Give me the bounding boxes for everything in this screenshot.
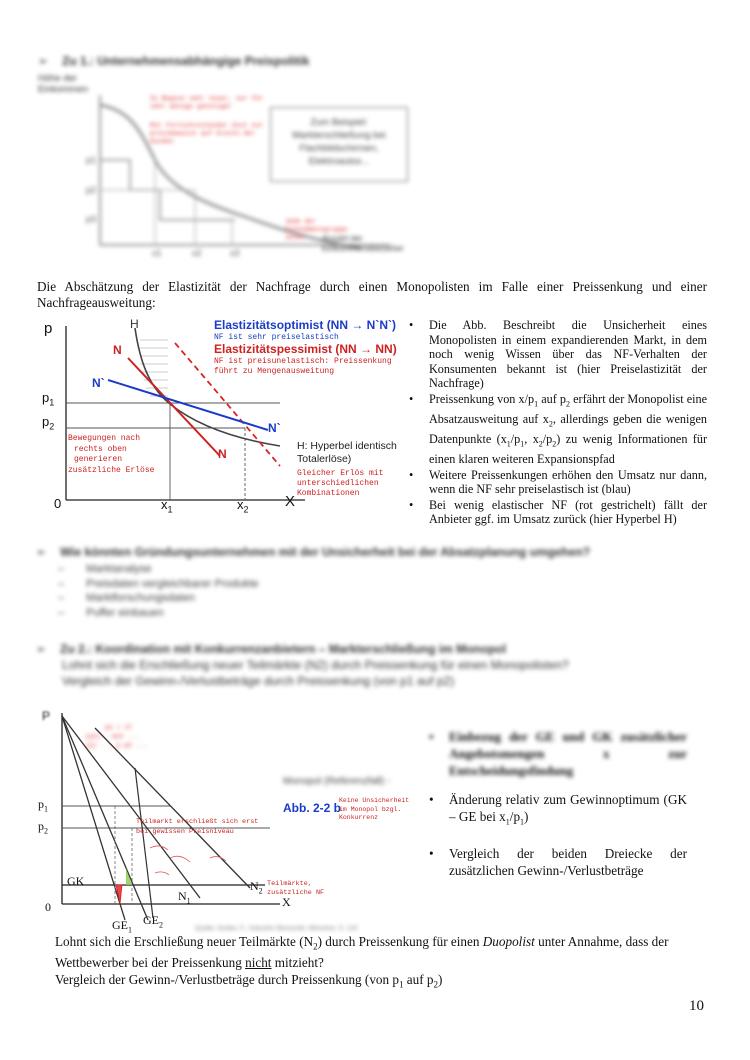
chart2-origin: 0 (45, 900, 51, 914)
chart1-origin: 0 (54, 496, 62, 511)
section1-box: Zum Beispiel: Markterschließung bei Flachbildschirmen, Elektroautos... (270, 107, 408, 182)
chart1-label-N-bottom: N (218, 447, 227, 461)
section1-note-red-3: Jede der Einkommensgruppe senkt (285, 218, 348, 241)
section1-note-red-2: Mit fortschreitender Zeit nur preisbewusst auf breite der Kunden (150, 122, 264, 145)
chart1-left-note: Bewegungen nach rechts oben generieren zusätzliche Erlöse (68, 434, 155, 475)
chart1-label-N-top: N (113, 343, 122, 357)
section2 (36, 545, 736, 630)
chart2-gk: GK (67, 874, 85, 888)
section2-list: – Marktanalyse – Preisdaten vergleichbarer Produkte – Marktforschungsdaten – Puffer einbauen (58, 563, 259, 619)
chart2-axis-x: X (282, 895, 291, 909)
bullets2 (427, 728, 687, 880)
bullet1-item: • Weitere Preissenkungen erhöhen den Umsatz nur dann, wenn die NF sehr preiselastisch ist (blau) (407, 468, 707, 497)
section1-axis-y: Höhe der Einkommen (38, 73, 89, 95)
chart1-pess-title: Elastizitätspessimist (NN → NN) (214, 342, 397, 356)
chart2-p2: $p_2$ (38, 819, 48, 836)
section1-x1: x1 (152, 248, 162, 258)
bullets1 (407, 318, 707, 528)
chart2-teilmaerkte-note: Teilmärkte, zusätzliche NF (267, 880, 325, 897)
chart1-opt-sub: NF ist sehr preiselastisch (214, 333, 339, 342)
section2-heading: ➢ Wie könnten Gründungsunternehmen mit der Unsicherheit bei der Absatzplanung umgehen? (36, 545, 591, 559)
bottom-paragraph (55, 934, 707, 993)
section1-x3: x3 (230, 248, 240, 258)
section1-p1: p1 (86, 155, 97, 165)
chart2-abb-label: Abb. 2-2 b (283, 801, 342, 815)
chart2-monopol-title: Monopol (Referenzfall) - (283, 776, 391, 787)
bullet2-item: • Vergleich der beiden Dreiecke der zusätzlichen Gewinn-/Verlustbeträge (427, 845, 687, 879)
chart1-label-H: H (130, 317, 139, 331)
bullet1-item: • Die Abb. Beschreibt die Unsicherheit eines Monopolisten in einem expandierenden Markt, in dem noch wenig Wissen über das NF-Verhalten der Konsumenten bekannt ist (hier Preiselastizität der Nachfrage) (407, 318, 707, 391)
chart2-ge2: $GE_2$ (143, 913, 163, 930)
bullet1-item: • Preissenkung von $x/p_1$ auf $p_2$ erfährt der Monopolist eine Absatzausweitung auf $x_2$, allerdings geben die wenigen Datenpunkte ($x_1/p_1$, $x_2/p_2$) zu wenig Informationen für einen klaren weiteren Expansionspfad (407, 392, 707, 467)
chart1-label-Nprime-right: N` (268, 421, 281, 435)
chart2-source: Quelle: Kerber, F., Industrie Ökonomik, München, S. 120 (195, 925, 358, 932)
bottom-line-1: Lohnt sich die Erschließung neuer Teilmärkte $(N_2)$ durch Preissenkung für einen Duopolist unter Annahme, dass der (55, 934, 669, 952)
chart1-axis-p: p (44, 320, 53, 337)
chart1-hyperbel: H: Hyperbel identisch Totalerlöse) (297, 440, 397, 465)
chart2-axis-p: P (42, 709, 51, 723)
section1-p3: p3 (86, 214, 97, 224)
chart1-x1: $x_1$ (161, 497, 173, 515)
bullet1-item: • Bei wenig elastischer NF (rot gestrichelt) fällt der Anbieter ggf. im Umsatz zurück (hier Hyperbel H) (407, 498, 707, 527)
section1-x2: x2 (192, 248, 202, 258)
chart1-axis-x: X (285, 493, 296, 510)
chart1-pess-sub-1: NF ist preisunelastisch: Preissenkung (214, 357, 392, 366)
section3-heading: ➢ Zu 2.: Koordination mit Konkurrenzanbietern – Markterschließung im Monopol (36, 642, 507, 656)
section1-heading: ➢ Zu 1.: Unternehmensabhängige Preispolitik (38, 54, 310, 68)
section3 (36, 642, 736, 694)
bottom-line-3: Vergleich der Gewinn-/Verlustbeträge durch Preissenkung (von $p_1$ auf $p_2$) (55, 971, 443, 990)
bullet2-item: • Einbezug der GE und GK zusätzlicher Angebotsmengen x zur Entscheidungsfindung (427, 728, 687, 779)
chart1-x2: $x_2$ (237, 497, 249, 515)
section1 (0, 0, 750, 270)
section1-axis-x: Anzahl der Einkommensbezieher (322, 233, 404, 253)
chart1-p1: $p_1$ (42, 390, 55, 408)
intro-paragraph: Die Abschätzung der Elastizität der Nachfrage durch einen Monopolisten im Falle einer Preissenkung und einer Nachfrageausweitung: (37, 279, 707, 310)
chart2-n2: $N_2$ (250, 879, 263, 896)
section3-heading-3: Vergleich der Gewinn-/Verlustbeträge durch Preissenkung (von p1 auf p2) (62, 674, 455, 688)
chart1-pess-sub-2: führt zu Mengenausweitung (214, 367, 335, 376)
page-number: 10 (689, 998, 704, 1014)
chart2-teilmarkt-note: Teilmarkt erschließt sich erst bei gewissen Preisniveau (136, 818, 259, 836)
bottom-line-2: Wettbewerber bei der Preissenkung nicht mitzieht? (55, 955, 324, 971)
chart2-red-note: p1 = 1? (p2) - mit ... (p) - - p p2 ... (85, 724, 148, 749)
chart1-opt-title: Elastizitätsoptimist (NN → N`N`) (214, 318, 397, 332)
section3-heading-2: Lohnt sich die Erschließung neuer Teilmärkte (N2) durch Preissenkung für einen Monopolisten? (62, 658, 569, 672)
chart2-p1: $p_1$ (38, 797, 48, 814)
chart2-keine-note: Keine Unsicherheit im Monopol bzgl. Konkurrenz (339, 797, 410, 821)
chart1-gleich: Gleicher Erlös mit unterschiedlichen Kombinationen (297, 469, 384, 498)
bullet2-item: • Änderung relativ zum Gewinnoptimum (GK – GE bei $x_1/p_1$) (427, 791, 687, 831)
chart1-p2: $p_2$ (42, 414, 55, 432)
section1-note-red-1: Zu Beginn sehr teuer, nur für sehr wenige günstiger (150, 95, 264, 110)
chart2-ge1: $GE_1$ (112, 918, 132, 935)
section1-p2: p2 (86, 185, 97, 195)
chart2-n1: $N_1$ (178, 889, 191, 906)
chart1-label-Nprime-left: N` (92, 376, 105, 390)
